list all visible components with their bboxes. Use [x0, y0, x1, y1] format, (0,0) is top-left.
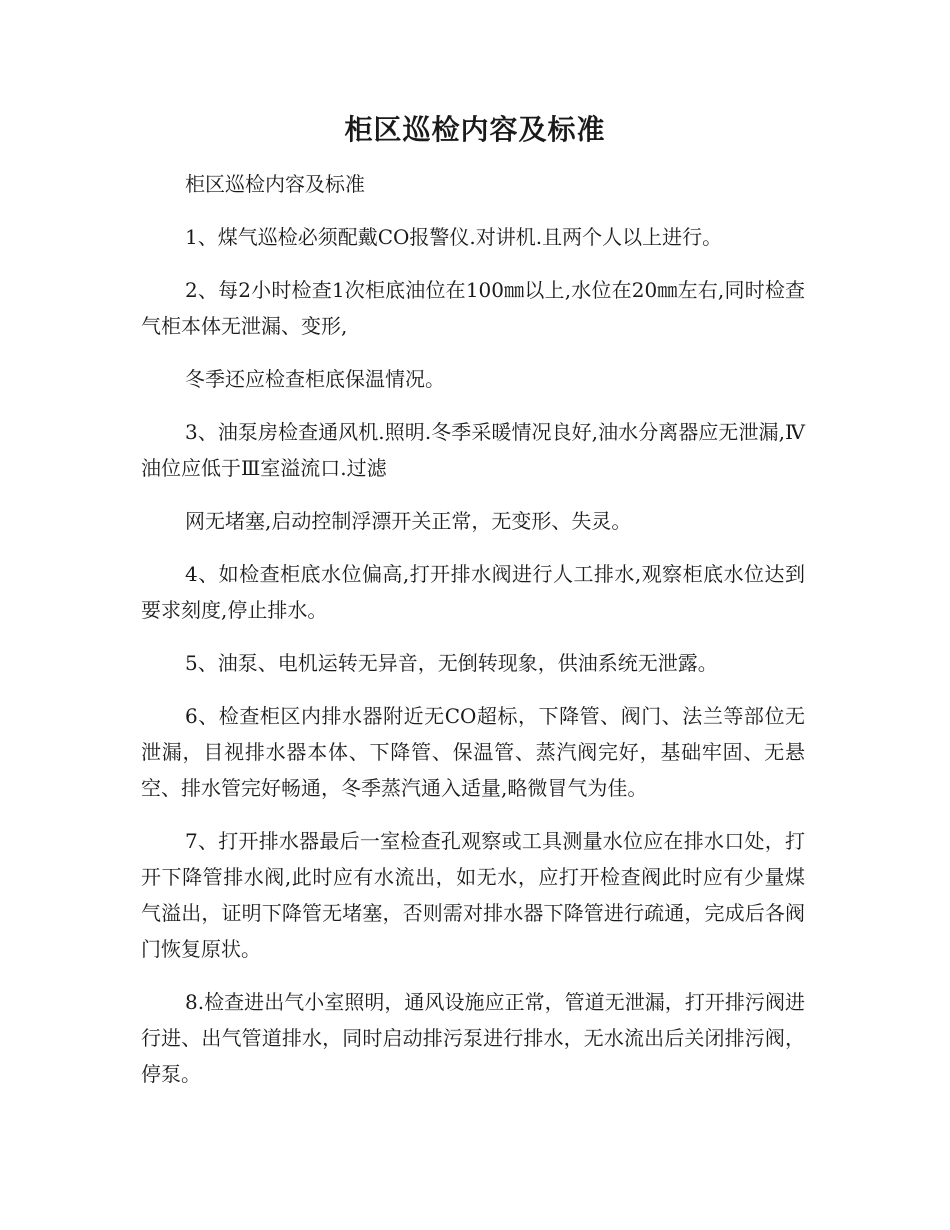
paragraph-5: 5、油泵、电机运转无异音，无倒转现象，供油系统无泄露。 [185, 651, 718, 675]
paragraph-8: 8.检查进出气小室照明，通风设施应正常，管道无泄漏，打开排污阀进行进、出气管道排水，同时启动排污泵进行排水，无水流出后关闭排污阀，停泵。 [141, 990, 805, 1086]
paragraph-2: 2、每2小时检查1次柜底油位在100㎜以上,水位在20㎜左右,同时检查气柜本体无泄漏、变形, [141, 278, 805, 338]
subtitle-paragraph: 柜区巡检内容及标准 [185, 172, 365, 196]
document-title: 柜区巡检内容及标准 [344, 113, 606, 146]
document-body [141, 166, 805, 1109]
paragraph-1: 1、煤气巡检必须配戴CO报警仪.对讲机.且两个人以上进行。 [185, 225, 723, 249]
paragraph-3: 3、油泵房检查通风机.照明.冬季采暖情况良好,油水分离器应无泄漏,Ⅳ油位应低于Ⅲ室溢流口.过滤 [141, 420, 805, 480]
paragraph-3-continued: 网无堵塞,启动控制浮漂开关正常，无变形、失灵。 [185, 509, 632, 533]
paragraph-4: 4、如检查柜底水位偏高,打开排水阀进行人工排水,观察柜底水位达到要求刻度,停止排水。 [141, 562, 805, 622]
paragraph-7: 7、打开排水器最后一室检查孔观察或工具测量水位应在排水口处，打开下降管排水阀,此时应有水流出，如无水，应打开检查阀此时应有少量煤气溢出，证明下降管无堵塞，否则需对排水器下降管进行疏通，完成后各阀门恢复原状。 [141, 829, 805, 961]
paragraph-2-continued: 冬季还应检查柜底保温情况。 [185, 367, 445, 391]
paragraph-6: 6、检查柜区内排水器附近无CO超标，下降管、阀门、法兰等部位无泄漏，目视排水器本体、下降管、保温管、蒸汽阀完好，基础牢固、无悬空、排水管完好畅通，冬季蒸汽通入适量,略微冒气为佳。 [141, 704, 805, 800]
